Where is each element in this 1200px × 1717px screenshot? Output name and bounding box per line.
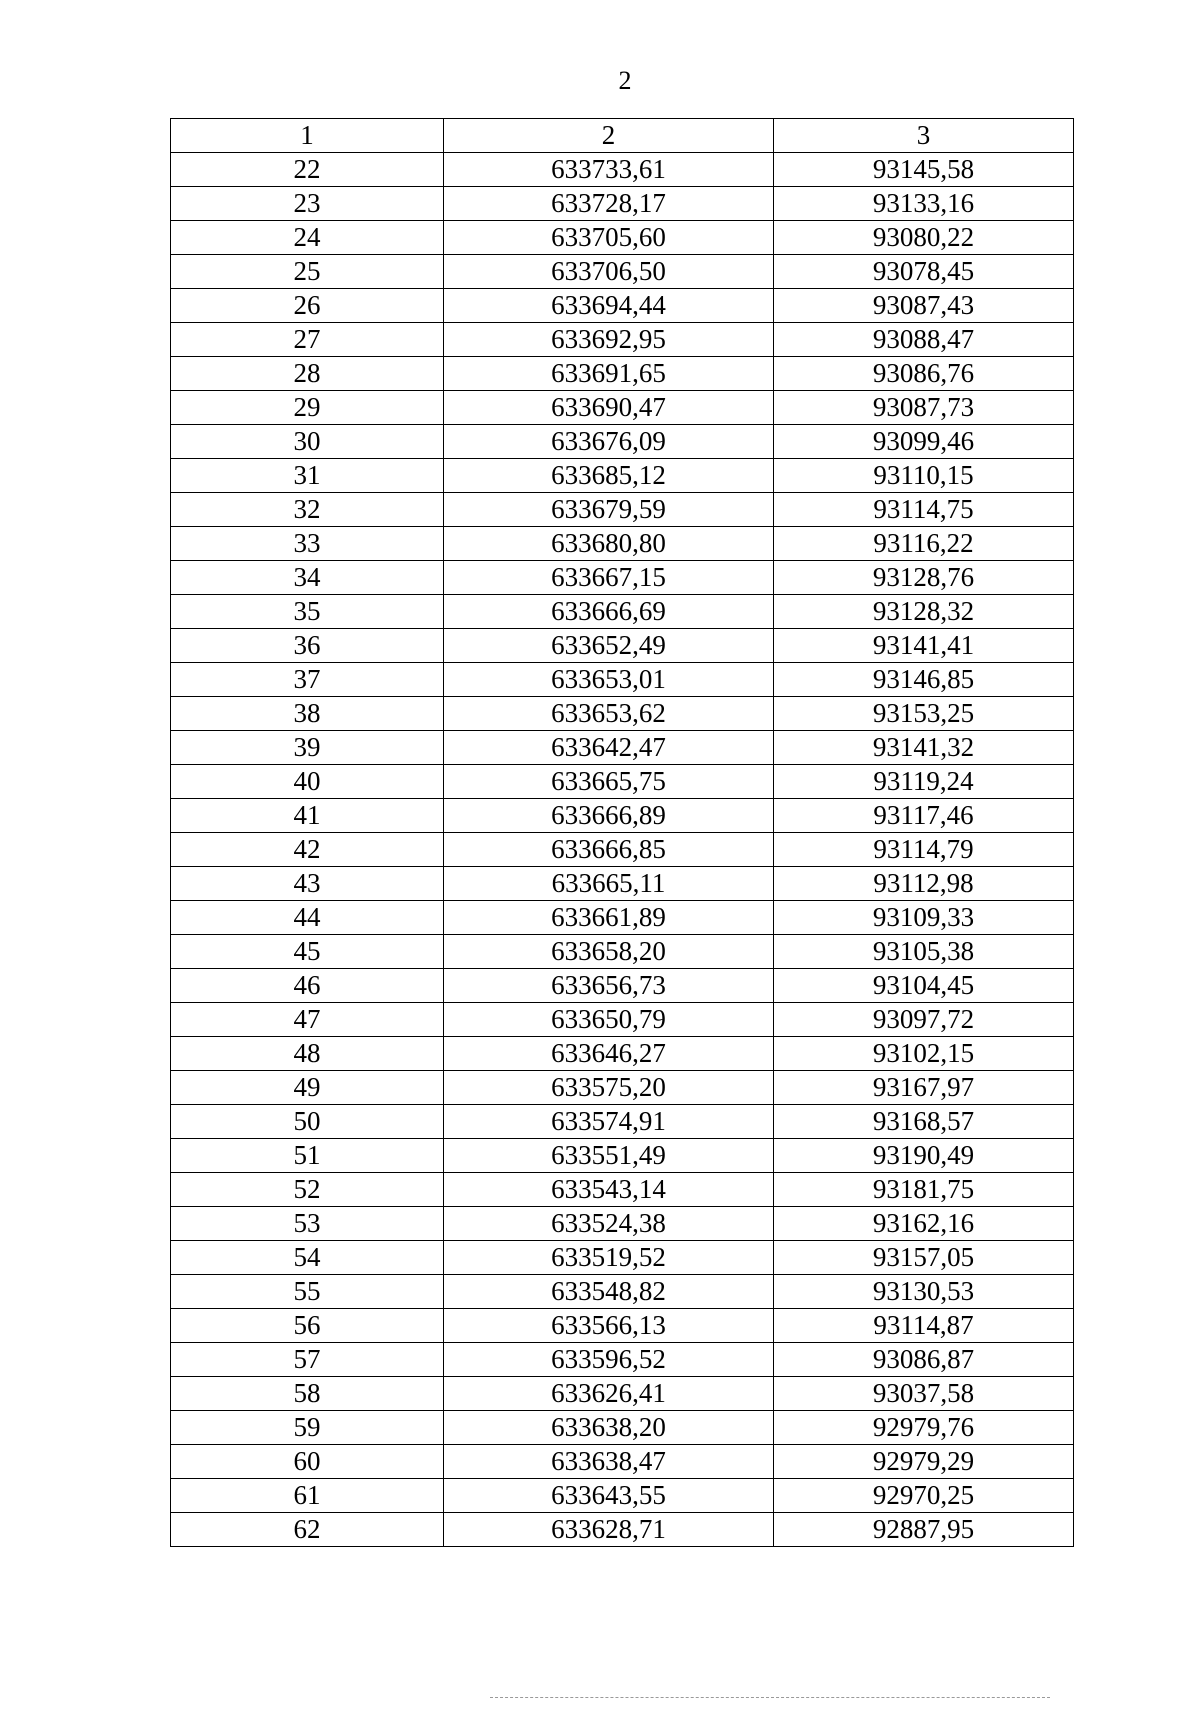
table-row (171, 663, 1074, 697)
x-coordinate-cell: 633666,89 (444, 799, 774, 833)
x-coordinate-cell: 633524,38 (444, 1207, 774, 1241)
table-row (171, 901, 1074, 935)
table-row (171, 425, 1074, 459)
point-number-cell: 38 (171, 697, 444, 731)
table-row (171, 561, 1074, 595)
point-number-cell: 29 (171, 391, 444, 425)
point-number-cell: 40 (171, 765, 444, 799)
x-coordinate-cell: 633653,01 (444, 663, 774, 697)
y-coordinate-cell: 93117,46 (774, 799, 1074, 833)
y-coordinate-cell: 93099,46 (774, 425, 1074, 459)
table-row (171, 1377, 1074, 1411)
point-number-cell: 58 (171, 1377, 444, 1411)
table-row (171, 935, 1074, 969)
y-coordinate-cell: 93141,41 (774, 629, 1074, 663)
table-row (171, 1479, 1074, 1513)
y-coordinate-cell: 93145,58 (774, 153, 1074, 187)
x-coordinate-cell: 633676,09 (444, 425, 774, 459)
x-coordinate-cell: 633551,49 (444, 1139, 774, 1173)
point-number-cell: 54 (171, 1241, 444, 1275)
x-coordinate-cell: 633596,52 (444, 1343, 774, 1377)
y-coordinate-cell: 93181,75 (774, 1173, 1074, 1207)
x-coordinate-cell: 633679,59 (444, 493, 774, 527)
x-coordinate-cell: 633691,65 (444, 357, 774, 391)
table-row (171, 731, 1074, 765)
y-coordinate-cell: 93168,57 (774, 1105, 1074, 1139)
x-coordinate-cell: 633652,49 (444, 629, 774, 663)
x-coordinate-cell: 633685,12 (444, 459, 774, 493)
table-row (171, 1411, 1074, 1445)
y-coordinate-cell: 93088,47 (774, 323, 1074, 357)
table-row (171, 1173, 1074, 1207)
table-row (171, 1445, 1074, 1479)
point-number-cell: 57 (171, 1343, 444, 1377)
page-number: 2 (618, 66, 632, 95)
table-row (171, 221, 1074, 255)
point-number-cell: 27 (171, 323, 444, 357)
table-row (171, 1105, 1074, 1139)
point-number-cell: 44 (171, 901, 444, 935)
x-coordinate-cell: 633519,52 (444, 1241, 774, 1275)
point-number-cell: 37 (171, 663, 444, 697)
point-number-cell: 50 (171, 1105, 444, 1139)
point-number-cell: 59 (171, 1411, 444, 1445)
point-number-cell: 48 (171, 1037, 444, 1071)
x-coordinate-cell: 633566,13 (444, 1309, 774, 1343)
table-row (171, 833, 1074, 867)
y-coordinate-cell: 93146,85 (774, 663, 1074, 697)
y-coordinate-cell: 93087,43 (774, 289, 1074, 323)
point-number-cell: 23 (171, 187, 444, 221)
point-number-cell: 52 (171, 1173, 444, 1207)
x-coordinate-cell: 633650,79 (444, 1003, 774, 1037)
y-coordinate-cell: 93078,45 (774, 255, 1074, 289)
table-row (171, 255, 1074, 289)
point-number-cell: 60 (171, 1445, 444, 1479)
y-coordinate-cell: 93157,05 (774, 1241, 1074, 1275)
point-number-cell: 49 (171, 1071, 444, 1105)
y-coordinate-cell: 93114,87 (774, 1309, 1074, 1343)
y-coordinate-cell: 93086,87 (774, 1343, 1074, 1377)
y-coordinate-cell: 93105,38 (774, 935, 1074, 969)
point-number-cell: 32 (171, 493, 444, 527)
table-row (171, 153, 1074, 187)
x-coordinate-cell: 633667,15 (444, 561, 774, 595)
x-coordinate-cell: 633574,91 (444, 1105, 774, 1139)
y-coordinate-cell: 93190,49 (774, 1139, 1074, 1173)
y-coordinate-cell: 93112,98 (774, 867, 1074, 901)
point-number-cell: 47 (171, 1003, 444, 1037)
table-row (171, 1139, 1074, 1173)
y-coordinate-cell: 93119,24 (774, 765, 1074, 799)
point-number-cell: 53 (171, 1207, 444, 1241)
point-number-cell: 24 (171, 221, 444, 255)
point-number-cell: 55 (171, 1275, 444, 1309)
x-coordinate-cell: 633628,71 (444, 1513, 774, 1547)
table-row (171, 493, 1074, 527)
y-coordinate-cell: 93167,97 (774, 1071, 1074, 1105)
table-row (171, 323, 1074, 357)
x-coordinate-cell: 633665,11 (444, 867, 774, 901)
point-number-cell: 43 (171, 867, 444, 901)
point-number-cell: 42 (171, 833, 444, 867)
point-number-cell: 39 (171, 731, 444, 765)
y-coordinate-cell: 93114,79 (774, 833, 1074, 867)
point-number-cell: 22 (171, 153, 444, 187)
x-coordinate-cell: 633666,69 (444, 595, 774, 629)
x-coordinate-cell: 633705,60 (444, 221, 774, 255)
y-coordinate-cell: 92979,76 (774, 1411, 1074, 1445)
y-coordinate-cell: 93037,58 (774, 1377, 1074, 1411)
point-number-cell: 56 (171, 1309, 444, 1343)
table-row (171, 1207, 1074, 1241)
table-body (171, 153, 1074, 1547)
x-coordinate-cell: 633575,20 (444, 1071, 774, 1105)
y-coordinate-cell: 93162,16 (774, 1207, 1074, 1241)
y-coordinate-cell: 93080,22 (774, 221, 1074, 255)
y-coordinate-cell: 93087,73 (774, 391, 1074, 425)
x-coordinate-cell: 633543,14 (444, 1173, 774, 1207)
x-coordinate-cell: 633653,62 (444, 697, 774, 731)
header-col-3: 3 (774, 119, 1074, 153)
y-coordinate-cell: 92887,95 (774, 1513, 1074, 1547)
table-row (171, 289, 1074, 323)
table-row (171, 1275, 1074, 1309)
point-number-cell: 35 (171, 595, 444, 629)
x-coordinate-cell: 633638,47 (444, 1445, 774, 1479)
y-coordinate-cell: 93130,53 (774, 1275, 1074, 1309)
x-coordinate-cell: 633643,55 (444, 1479, 774, 1513)
table-row (171, 1309, 1074, 1343)
x-coordinate-cell: 633733,61 (444, 153, 774, 187)
point-number-cell: 46 (171, 969, 444, 1003)
point-number-cell: 28 (171, 357, 444, 391)
table-row (171, 187, 1074, 221)
y-coordinate-cell: 93086,76 (774, 357, 1074, 391)
table-row (171, 697, 1074, 731)
table-row (171, 459, 1074, 493)
y-coordinate-cell: 93141,32 (774, 731, 1074, 765)
y-coordinate-cell: 92979,29 (774, 1445, 1074, 1479)
table-header-row (171, 119, 1074, 153)
header-col-1: 1 (171, 119, 444, 153)
table-row (171, 1071, 1074, 1105)
y-coordinate-cell: 93110,15 (774, 459, 1074, 493)
y-coordinate-cell: 93109,33 (774, 901, 1074, 935)
y-coordinate-cell: 93116,22 (774, 527, 1074, 561)
point-number-cell: 36 (171, 629, 444, 663)
y-coordinate-cell: 93128,32 (774, 595, 1074, 629)
point-number-cell: 31 (171, 459, 444, 493)
table-row (171, 595, 1074, 629)
y-coordinate-cell: 93128,76 (774, 561, 1074, 595)
x-coordinate-cell: 633666,85 (444, 833, 774, 867)
point-number-cell: 25 (171, 255, 444, 289)
point-number-cell: 61 (171, 1479, 444, 1513)
point-number-cell: 51 (171, 1139, 444, 1173)
x-coordinate-cell: 633706,50 (444, 255, 774, 289)
x-coordinate-cell: 633690,47 (444, 391, 774, 425)
table-row (171, 1037, 1074, 1071)
table-row (171, 1513, 1074, 1547)
x-coordinate-cell: 633694,44 (444, 289, 774, 323)
header-col-2: 2 (444, 119, 774, 153)
point-number-cell: 45 (171, 935, 444, 969)
y-coordinate-cell: 93097,72 (774, 1003, 1074, 1037)
table-row (171, 1343, 1074, 1377)
table-row (171, 629, 1074, 663)
table-row (171, 765, 1074, 799)
table-row (171, 527, 1074, 561)
x-coordinate-cell: 633692,95 (444, 323, 774, 357)
table-row (171, 357, 1074, 391)
footer-rule (490, 1697, 1050, 1698)
table-row (171, 799, 1074, 833)
table-row (171, 969, 1074, 1003)
y-coordinate-cell: 93133,16 (774, 187, 1074, 221)
x-coordinate-cell: 633548,82 (444, 1275, 774, 1309)
x-coordinate-cell: 633646,27 (444, 1037, 774, 1071)
table-row (171, 867, 1074, 901)
table-row (171, 1241, 1074, 1275)
x-coordinate-cell: 633680,80 (444, 527, 774, 561)
y-coordinate-cell: 93114,75 (774, 493, 1074, 527)
point-number-cell: 41 (171, 799, 444, 833)
y-coordinate-cell: 93153,25 (774, 697, 1074, 731)
x-coordinate-cell: 633728,17 (444, 187, 774, 221)
point-number-cell: 26 (171, 289, 444, 323)
point-number-cell: 30 (171, 425, 444, 459)
x-coordinate-cell: 633626,41 (444, 1377, 774, 1411)
point-number-cell: 34 (171, 561, 444, 595)
x-coordinate-cell: 633638,20 (444, 1411, 774, 1445)
y-coordinate-cell: 93102,15 (774, 1037, 1074, 1071)
point-number-cell: 62 (171, 1513, 444, 1547)
x-coordinate-cell: 633665,75 (444, 765, 774, 799)
x-coordinate-cell: 633642,47 (444, 731, 774, 765)
y-coordinate-cell: 93104,45 (774, 969, 1074, 1003)
point-number-cell: 33 (171, 527, 444, 561)
table-row (171, 1003, 1074, 1037)
x-coordinate-cell: 633658,20 (444, 935, 774, 969)
table-row (171, 391, 1074, 425)
x-coordinate-cell: 633661,89 (444, 901, 774, 935)
x-coordinate-cell: 633656,73 (444, 969, 774, 1003)
coordinates-table (170, 118, 1074, 1547)
y-coordinate-cell: 92970,25 (774, 1479, 1074, 1513)
